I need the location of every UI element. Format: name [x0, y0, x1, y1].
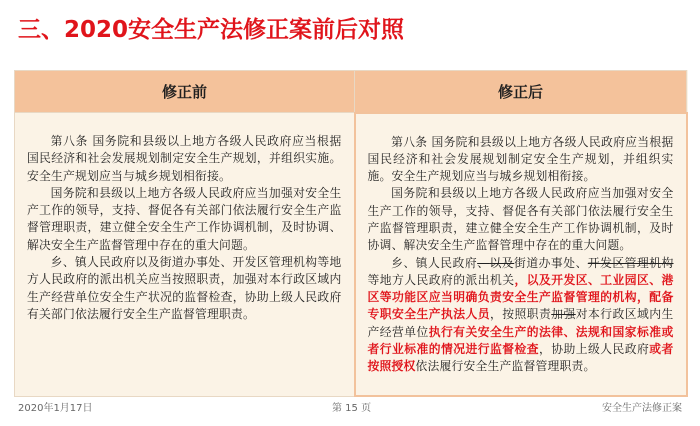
- deleted-text: 开发区管理机构: [587, 255, 674, 270]
- before-paragraph-3: 乡、镇人民政府以及街道办事处、开发区管理机构等地方人民政府的派出机关应当按照职责，加强对本行政区域内生产经营单位安全生产状况的监督检查，协助上级人民政府有关部门依法履行安全生产监督管理职责。: [27, 255, 342, 321]
- header-before: 修正前: [15, 71, 355, 113]
- before-paragraph-2: 国务院和县级以上地方各级人民政府应当加强对安全生产工作的领导，支持、督促各有关部门依法履行安全生产监督管理职责，建立健全安全生产工作协调机制，及时协调、解决安全生产监督管理中存在的重大问题。: [27, 185, 342, 252]
- after-text: 等地方人民政府的派出机关: [367, 272, 515, 287]
- footer-date: 2020年1月17日: [18, 403, 93, 414]
- after-paragraph-3: [368, 255, 674, 376]
- table-row: [15, 113, 687, 397]
- comparison-table: [14, 70, 688, 397]
- added-text: ，以及开发区、工业园区、港区等功能区应当明确负责安全生产监督管理的机构，配备专职安全生产执法人员: [367, 272, 674, 322]
- after-text: ，按照职责: [489, 307, 552, 322]
- before-text-cell: [15, 113, 355, 397]
- deleted-text: 、: [477, 255, 490, 270]
- footer-page-number: 第 15 页: [332, 403, 372, 414]
- slide-title: 三、2020安全生产法修正案前后对照: [18, 17, 405, 43]
- table-header-row: [15, 71, 687, 113]
- footer-topic: 安全生产法修正案: [602, 403, 682, 414]
- after-text-cell: [355, 113, 687, 397]
- after-text: 对本行政区域内生产经营单位: [367, 307, 674, 339]
- header-after: 修正后: [355, 71, 687, 113]
- after-text: ，协助上级人民政府: [539, 342, 650, 357]
- deleted-text: 以及: [489, 255, 515, 270]
- added-text: 或者按照授权: [367, 342, 674, 374]
- after-text: 依法履行安全生产监督管理职责。: [415, 359, 596, 374]
- before-paragraph-1: 第八条 国务院和县级以上地方各级人民政府应当根据国民经济和社会发展规划制定安全生产规划，并组织实施。安全生产规划应当与城乡规划相衔接。: [27, 134, 342, 183]
- after-paragraph-2: 国务院和县级以上地方各级人民政府应当加强对安全生产工作的领导，支持、督促各有关部门依法履行安全生产监督管理职责，建立健全安全生产工作协调机制，及时协调、解决安全生产监督管理中存在的重大问题。: [367, 186, 674, 253]
- added-text: 执行有关安全生产的法律、法规和国家标准或者行业标准的情况进行监督检查: [367, 324, 674, 357]
- after-text: 街道办事处、: [514, 255, 588, 270]
- deleted-text: 加强: [551, 307, 576, 322]
- after-text: 乡、镇人民政府: [391, 255, 478, 270]
- after-paragraph-1: 第八条 国务院和县级以上地方各级人民政府应当根据国民经济和社会发展规划制定安全生产规划，并组织实施。安全生产规划应当与城乡规划相衔接。: [367, 134, 674, 184]
